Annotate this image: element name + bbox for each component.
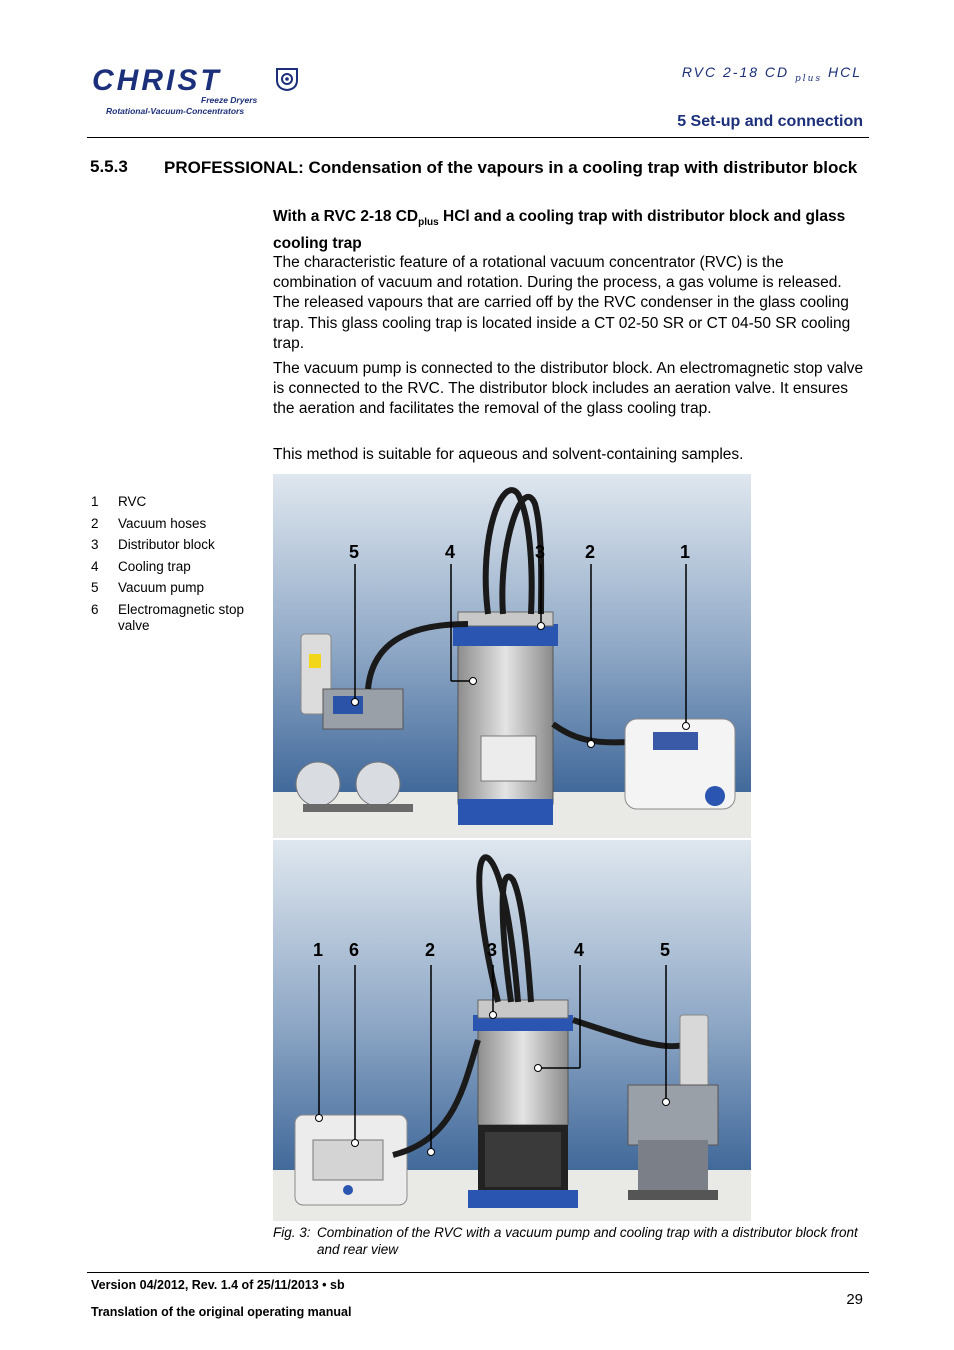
product-suffix: HCL (827, 64, 862, 80)
legend-item (91, 602, 271, 634)
product-main: RVC 2-18 CD (681, 64, 790, 80)
callout-label: 2 (425, 940, 436, 960)
callout-label: 4 (445, 542, 456, 562)
legend-item (91, 580, 271, 596)
legend-label: Vacuum pump (118, 580, 205, 595)
legend-number: 5 (91, 580, 99, 595)
photo-front-view (273, 474, 751, 838)
legend-label: Vacuum hoses (118, 515, 207, 531)
legend-number: 4 (91, 558, 99, 574)
product-name (682, 64, 862, 84)
legend-number: 6 (91, 601, 99, 617)
legend-label: RVC (118, 494, 147, 509)
legend-label: Cooling trap (118, 558, 191, 574)
legend-number: 3 (91, 537, 99, 552)
christ-logo (92, 62, 312, 120)
legend-item (91, 537, 271, 553)
legend-label: Electromagnetic stop valve (118, 601, 245, 633)
legend-number: 1 (91, 494, 99, 509)
figure-legend (91, 494, 271, 639)
product-plus: plus (795, 73, 823, 84)
callout-label: 1 (680, 542, 691, 562)
callout-label: 4 (574, 940, 585, 960)
callout-label: 6 (349, 940, 360, 960)
brand-name: CHRIST (92, 64, 222, 97)
callout-label: 3 (487, 940, 498, 960)
heading-number: 5.5.3 (90, 157, 128, 176)
footer-translation: Translation of the original operating manual (91, 1305, 352, 1319)
paragraph-2: The vacuum pump is connected to the distributor block. An electromagnetic stop valve is connected to the RVC. The distributor block includes an aeration valve. It ensures the aeration and facilitates the removal of the glass cooling trap. (273, 360, 864, 418)
callout-label: 5 (349, 542, 360, 562)
brand-subtitle-freeze-dryers: Freeze Dryers (201, 95, 258, 105)
heading-title: PROFESSIONAL: Condensation of the vapours in a cooling trap with distributor block (164, 158, 858, 177)
header-rule (87, 137, 869, 138)
subheading-part2: HCl and a cooling trap with distributor block and glass cooling trap (273, 208, 846, 253)
page-number: 29 (846, 1291, 863, 1308)
callout-label: 1 (313, 940, 324, 960)
footer-rule (87, 1272, 869, 1273)
christ-emblem-icon (274, 66, 300, 92)
legend-item (91, 559, 271, 575)
footer-version: Version 04/2012, Rev. 1.4 of 25/11/2013 • sb (91, 1278, 345, 1292)
legend-label: Distributor block (118, 537, 215, 552)
legend-item (91, 516, 271, 532)
callout-label: 3 (535, 542, 546, 562)
brand-subtitle-rvc: Rotational-Vacuum-Concentrators (106, 106, 245, 116)
subheading-part1: With a RVC 2-18 CD (273, 208, 419, 225)
caption-label: Fig. 3: (273, 1225, 311, 1240)
caption-text: Combination of the RVC with a vacuum pump and cooling trap with a distributor block front and rear view (317, 1225, 858, 1257)
legend-number: 2 (91, 515, 99, 531)
photo-rear-view (273, 840, 751, 1221)
subheading-sub: plus (418, 217, 439, 229)
section-header: 5 Set-up and connection (677, 113, 863, 130)
callout-label: 2 (585, 542, 596, 562)
legend-item (91, 494, 271, 510)
callout-label: 5 (660, 940, 671, 960)
paragraph-3: This method is suitable for aqueous and solvent-containing samples. (273, 446, 744, 463)
paragraph-1: The characteristic feature of a rotational vacuum concentrator (RVC) is the combination of vacuum and rotation. During the process, a gas volume is released. The released vapours that are carried off by the RVC condenser in the glass cooling trap. This glass cooling trap is located inside a CT 02-50 SR or CT 04-50 SR cooling trap. (273, 254, 851, 352)
figure-caption (273, 1225, 873, 1257)
subheading (273, 206, 863, 254)
